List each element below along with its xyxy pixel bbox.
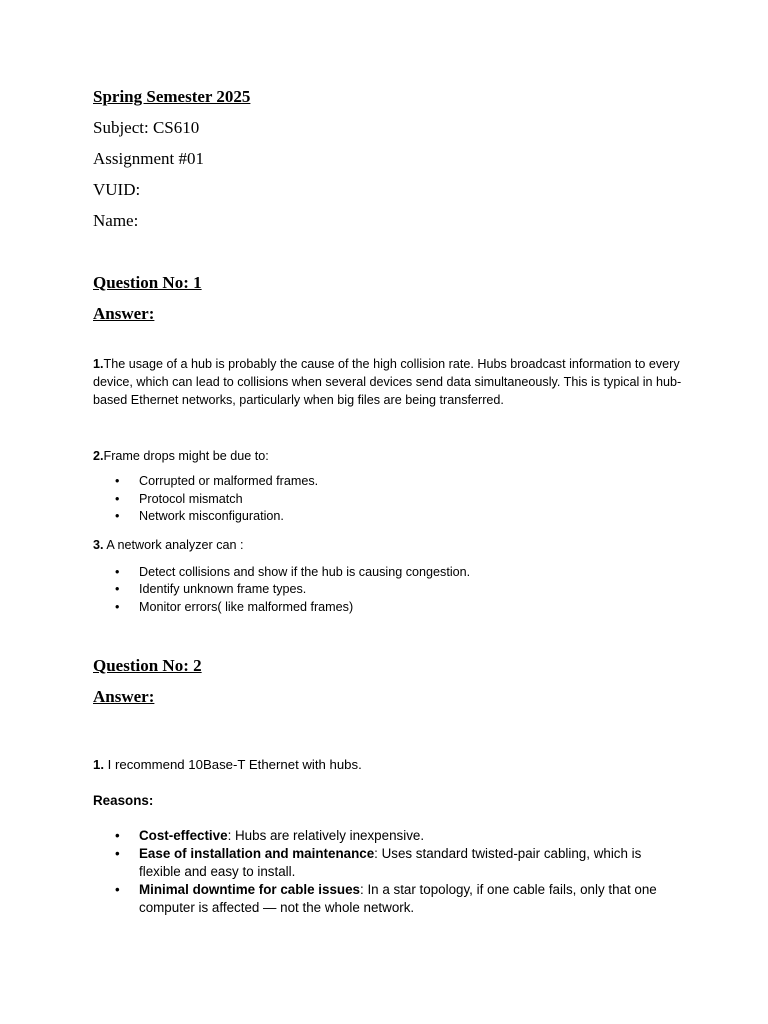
list-item: • Identify unknown frame types. xyxy=(93,581,683,599)
q1-p1-text: The usage of a hub is probably the cause of the high collision rate. Hubs broadcast information to every device, which can lead to collisions when several devices send data simultaneously. This is typical in hub-based Ethernet networks, particularly when big files are being transferred. xyxy=(93,357,682,407)
list-item: • Corrupted or malformed frames. xyxy=(93,473,683,491)
q1-p2-number: 2. xyxy=(93,449,104,463)
list-item: • Network misconfiguration. xyxy=(93,508,683,526)
q1-paragraph-2 xyxy=(93,447,683,465)
list-item xyxy=(93,881,683,917)
q1-p1-number: 1. xyxy=(93,357,104,371)
question-2-title: Question No: 2 xyxy=(93,656,202,675)
document-page xyxy=(93,86,683,917)
reasons-label: Reasons: xyxy=(93,793,154,808)
q1-paragraph-1 xyxy=(93,355,683,409)
vuid-line: VUID: xyxy=(93,180,141,199)
reason-text: : In a star topology, if one cable fails, only that one computer is affected — not the whole network. xyxy=(139,882,657,915)
reason-term: Minimal downtime for cable issues xyxy=(139,882,360,897)
q2-p1-text: I recommend 10Base-T Ethernet with hubs. xyxy=(104,757,362,772)
reason-term: Ease of installation and maintenance xyxy=(139,846,375,861)
question-2-answer-label: Answer: xyxy=(93,687,155,706)
q2-paragraph-1 xyxy=(93,756,683,774)
q1-paragraph-3 xyxy=(93,536,683,554)
name-line: Name: xyxy=(93,211,139,230)
question-1-title: Question No: 1 xyxy=(93,273,202,292)
q1-p2-text: Frame drops might be due to: xyxy=(103,449,269,463)
semester-heading: Spring Semester 2025 xyxy=(93,87,251,106)
q1-analyzer-list xyxy=(93,564,683,617)
q1-p3-number: 3. xyxy=(93,537,104,552)
list-item: • Monitor errors( like malformed frames) xyxy=(93,599,683,617)
list-item: • Protocol mismatch xyxy=(93,491,683,509)
reason-text: : Hubs are relatively inexpensive. xyxy=(227,828,425,843)
subject-line: Subject: CS610 xyxy=(93,118,200,137)
reason-term: Cost-effective xyxy=(139,828,228,843)
q2-reasons-list xyxy=(93,827,683,917)
assignment-line: Assignment #01 xyxy=(93,149,204,168)
question-1-answer-label: Answer: xyxy=(93,304,155,323)
q2-p1-number: 1. xyxy=(93,757,104,772)
list-item xyxy=(93,827,683,845)
reason-text: : Uses standard twisted-pair cabling, which is flexible and easy to install. xyxy=(139,846,642,879)
list-item xyxy=(93,845,683,881)
q1-frame-drop-list xyxy=(93,473,683,526)
q1-p3-text: A network analyzer can : xyxy=(103,537,244,552)
list-item: • Detect collisions and show if the hub is causing congestion. xyxy=(93,564,683,582)
